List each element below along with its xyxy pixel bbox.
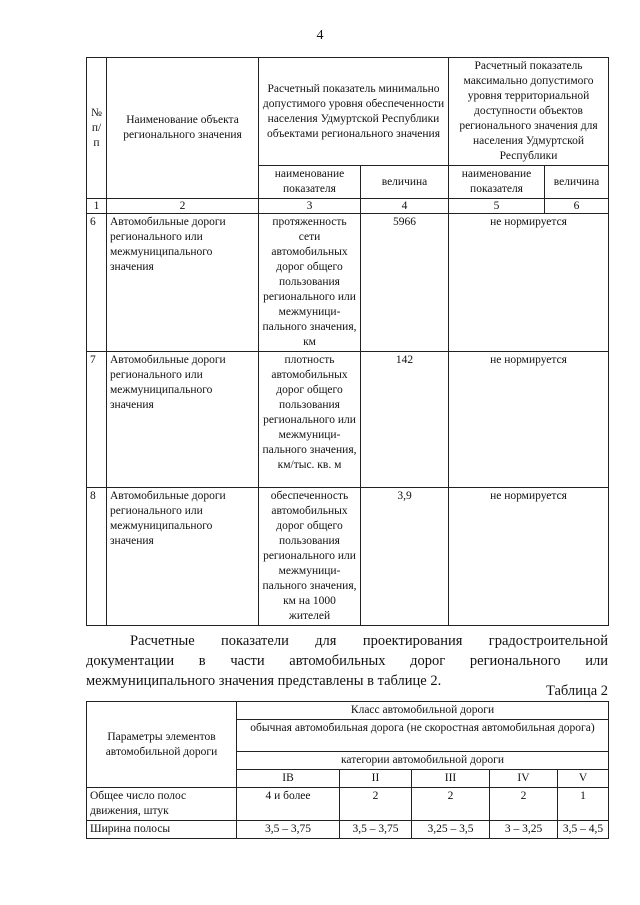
category-v: V — [558, 770, 609, 788]
table-row — [87, 821, 609, 839]
row-cell: 2 — [340, 788, 412, 821]
indicators-table — [86, 57, 609, 626]
row-cell: 3 – 3,25 — [490, 821, 558, 839]
category-ii: II — [340, 770, 412, 788]
row-cell: 3,25 – 3,5 — [412, 821, 490, 839]
header-categories: категории автомобильной дороги — [237, 752, 609, 770]
header-indicator-name: наименование показателя — [259, 166, 361, 199]
column-numbers-row — [87, 199, 609, 214]
row-cell: 3,5 – 3,75 — [237, 821, 340, 839]
header-road-class: Класс автомобильной дороги — [237, 702, 609, 720]
row-value: 142 — [361, 352, 449, 488]
row-object: Автомобильные дороги регионального или межмуниципального значения — [107, 352, 259, 488]
row-value: 3,9 — [361, 488, 449, 626]
row-object: Автомобильные дороги регионального или межмуниципального значения — [107, 214, 259, 352]
header-max-group: Расчетный показатель максимально допустимого уровня территориальной доступности объектов регионального значения для населения Удмуртской Республики — [449, 58, 609, 166]
table-row — [87, 788, 609, 821]
body-paragraph: Расчетные показатели для проектирования градостроительной документации в части автомобильных дорог регионального или межмуниципального значения представлены в таблице 2. — [86, 633, 608, 689]
row-cell: 1 — [558, 788, 609, 821]
row-max: не нормируется — [449, 214, 609, 352]
row-num: 7 — [87, 352, 107, 488]
col-num-2: 2 — [107, 199, 259, 214]
header-object: Наименование объекта регионального значения — [107, 58, 259, 199]
col-num-4: 4 — [361, 199, 449, 214]
header-value: величина — [361, 166, 449, 199]
header-indicator-name-2: наименование показателя — [449, 166, 545, 199]
row-label: Ширина полосы — [87, 821, 237, 839]
table-caption: Таблица 2 — [545, 683, 608, 699]
category-ib: IB — [237, 770, 340, 788]
row-value: 5966 — [361, 214, 449, 352]
category-iv: IV — [490, 770, 558, 788]
row-indicator: плотность автомобильных дорог общего пользования регионального или межмуници-пального значения, км/тыс. кв. м — [259, 352, 361, 488]
header-params: Параметры элементов автомобильной дороги — [87, 702, 237, 788]
row-label: Общее число полос движения, штук — [87, 788, 237, 821]
row-max: не нормируется — [449, 352, 609, 488]
table-row — [87, 214, 609, 352]
col-num-3: 3 — [259, 199, 361, 214]
row-cell: 4 и более — [237, 788, 340, 821]
col-num-6: 6 — [545, 199, 609, 214]
table-row — [87, 488, 609, 626]
col-num-1: 1 — [87, 199, 107, 214]
page-number: 4 — [316, 28, 324, 43]
category-iii: III — [412, 770, 490, 788]
row-max: не нормируется — [449, 488, 609, 626]
row-num: 6 — [87, 214, 107, 352]
header-min-group: Расчетный показатель минимально допустимого уровня обеспеченности населения Удмуртской Республики объектами регионального значения — [259, 58, 449, 166]
row-cell: 2 — [490, 788, 558, 821]
header-value-2: величина — [545, 166, 609, 199]
row-indicator: обеспеченность автомобильных дорог общего пользования регионального или межмуници-пального значения, км на 1000 жителей — [259, 488, 361, 626]
row-cell: 3,5 – 3,75 — [340, 821, 412, 839]
road-parameters-table — [86, 701, 609, 839]
row-object: Автомобильные дороги регионального или межмуниципального значения — [107, 488, 259, 626]
header-num: № п/п — [87, 58, 107, 199]
row-cell: 3,5 – 4,5 — [558, 821, 609, 839]
row-cell: 2 — [412, 788, 490, 821]
row-num: 8 — [87, 488, 107, 626]
table-row — [87, 352, 609, 488]
col-num-5: 5 — [449, 199, 545, 214]
row-indicator: протяженность сети автомобильных дорог общего пользования регионального или межмуници-пального значения, км — [259, 214, 361, 352]
header-ordinary: обычная автомобильная дорога (не скоростная автомобильная дорога) — [237, 720, 609, 752]
